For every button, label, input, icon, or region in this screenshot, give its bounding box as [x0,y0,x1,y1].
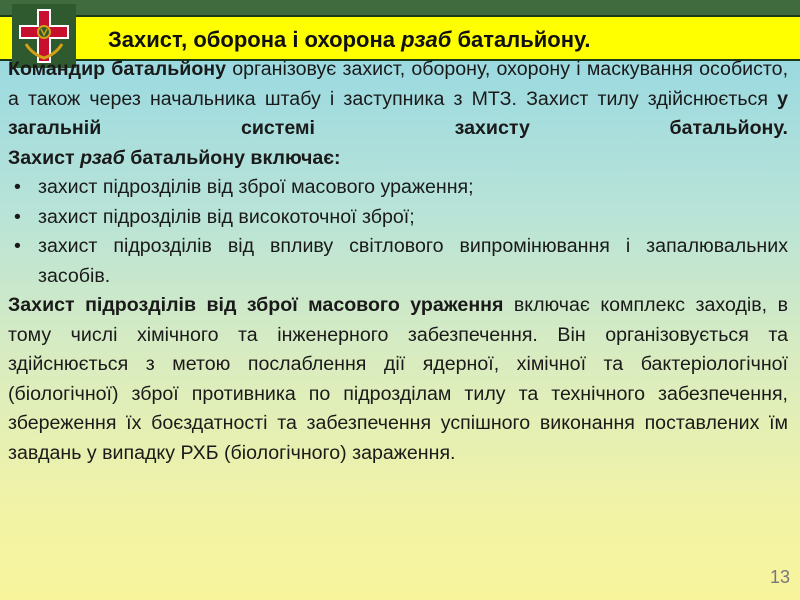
bullet-icon: • [14,205,21,228]
list-item: • захист підрозділів від високоточної зброї; [8,203,788,233]
list-item: • захист підрозділів від впливу світлового випромінювання і запалювальних засобів. [8,232,788,291]
page-number: 13 [769,567,790,587]
paragraph-protection-heading: Захист рзаб батальйону включає: [8,146,341,169]
paragraph-commander: Командир батальйону організовує захист, оборону, охорону і маскування особисто, а також через начальника штабу і заступника з МТЗ. Захист тилу здійснюється у загальній системі захисту батальйону. [8,58,789,139]
slide-content [8,55,788,468]
bullet-icon: • [14,235,21,257]
paragraph-wmd-protection: Захист підрозділів від зброї масового ураження включає комплекс заходів, в тому числі хімічного та інженерного забезпечення. Він організовується та здійснюється з метою послаблення дії ядерної, хімічної та бактеріологічної (біологічної) зброї противника по підрозділам тилу та технічного забезпечення, збереження їх боєздатності та забезпечення успішного виконання поставлених їм завдань у випадку РХБ (біологічного) зараження. [8,294,788,464]
list-item: • захист підрозділів від зброї масового ураження; [8,173,788,203]
bullet-icon: • [14,176,21,198]
bullet-list [8,173,788,291]
slide-title: Захист, оборона і охорона рзаб батальйону. [108,27,591,52]
